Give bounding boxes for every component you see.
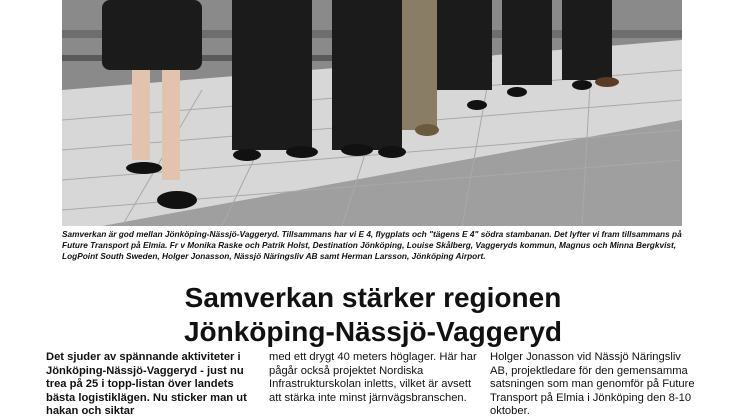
article-column-2: med ett drygt 40 meters höglager. Här har pågår också projektet Nordiska Infrastrukturskolan inletts, vilket är avsett att stärka inte minst järnvägsbranschen. bbox=[269, 351, 477, 404]
headline-line-2: Jönköping-Nässjö-Vaggeryd bbox=[183, 316, 563, 347]
group-photo bbox=[62, 0, 682, 226]
photo-caption: Samverkan är god mellan Jönköping-Nässjö-Vaggeryd. Tillsammans har vi E 4, flygplats och "tägens E 4" södra stambanan. Det lyfter vi fram tillsammans på Future Transport på Elmia. Fr v Monika Raske och Patrik Holst, Destination Jönköping, Louise Skålberg, Vaggeryds kommun, Magnus och Minna Bergkvist, LogPoint South Sweden, Holger Jonasson, Nässjö Näringsliv AB samt Herman Larsson, Jönköping Airport. bbox=[62, 229, 682, 261]
article-headline bbox=[0, 281, 746, 349]
article-column-1: Det sjuder av spännande aktiviteter i Jönköping-Nässjö-Vaggeryd - just nu trea på 25 i topp-listan över landets bästa logistiklägen. Nu sticker man ut hakan och siktar bbox=[46, 351, 247, 417]
headline-line-1: Samverkan stärker regionen bbox=[184, 282, 562, 313]
group-photo-icon bbox=[62, 0, 682, 226]
article-column-3: Holger Jonasson vid Nässjö Näringsliv AB, projektledare för den gemensamma satsningen som man genomför på Future Transport på Elmia i Jönköping den 8-10 oktober. bbox=[490, 351, 695, 417]
